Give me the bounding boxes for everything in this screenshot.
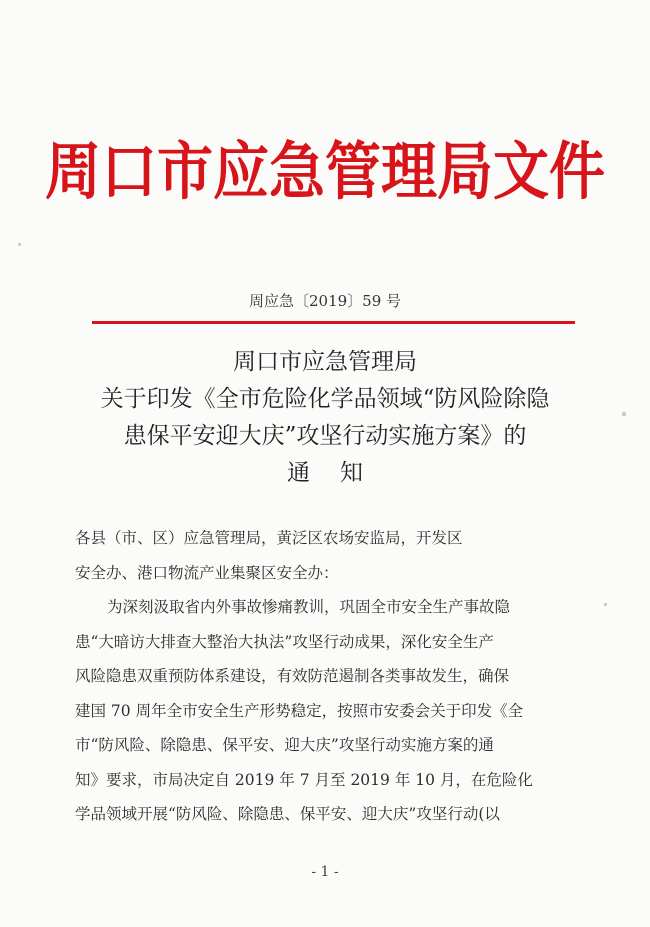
- document-number: 周应急〔2019〕59 号: [248, 292, 402, 310]
- page-number: - 1 -: [311, 864, 339, 880]
- scan-artifact-mark: [604, 603, 607, 606]
- body-line-6: 建国 70 周年全市安全生产形势稳定，按照市安委会关于印发《全: [75, 701, 524, 720]
- scan-artifact-mark: [18, 243, 21, 246]
- red-divider-rule: [92, 321, 575, 324]
- body-line-5: 风险隐患双重预防体系建设，有效防范遏制各类事故发生，确保: [75, 667, 510, 685]
- notice-title-line-4: 通知: [287, 460, 393, 486]
- notice-body: [75, 521, 582, 832]
- notice-title-line-2: 关于印发《全市危险化学品领域“防风险除隐: [100, 386, 550, 412]
- body-line-8: 知》要求，市局决定自 2019 年 7 月至 2019 年 10 月，在危险化: [75, 770, 533, 789]
- notice-title-line-3: 患保平安迎大庆”攻坚行动实施方案》的: [123, 423, 527, 449]
- body-line-1: 各县（市、区）应急管理局，黄泛区农场安监局，开发区: [75, 529, 463, 547]
- notice-title: [0, 344, 650, 492]
- body-line-2: 安全办、港口物流产业集聚区安全办：: [75, 563, 339, 582]
- body-line-4: 患“大暗访大排查大整治大执法”攻坚行动成果，深化安全生产: [75, 632, 494, 651]
- body-line-3: 为深刻汲取省内外事故惨痛教训，巩固全市安全生产事故隐: [107, 598, 511, 616]
- body-line-7: 市“防风险、除隐患、保平安、迎大庆”攻坚行动实施方案的通: [75, 736, 494, 754]
- document-header-title: 周口市应急管理局文件: [45, 136, 605, 209]
- notice-title-line-1: 周口市应急管理局: [233, 349, 417, 375]
- scan-artifact-mark: [622, 412, 626, 416]
- body-line-9: 学品领域开展“防风险、除隐患、保平安、迎大庆”攻坚行动(以: [75, 805, 500, 823]
